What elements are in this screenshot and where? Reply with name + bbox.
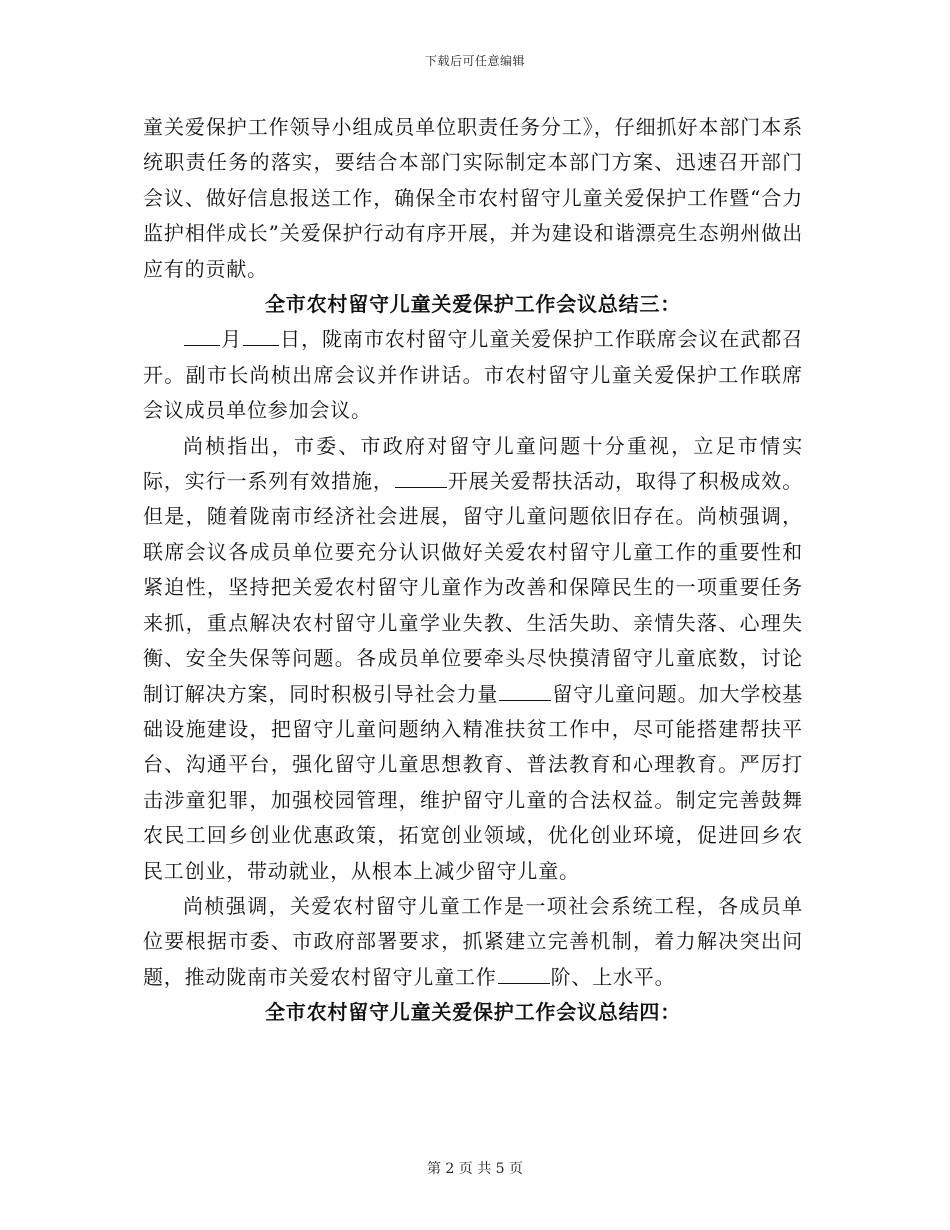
page-number: 第 2 页 共 5 页 [426,1161,524,1177]
text-points-part2: 开展关爱帮扶活动，取得了积极成效。但是，随着陇南市经济社会进展，留守儿童问题依旧存在。尚桢强调，联席会议各成员单位要充分认识做好关爱农村留守儿童工作的重要性和紧迫性，坚持把关爱农村留守儿童作为改善和保障民生的一项重要任务来抓，重点解决农村留守儿童学业失教、生活失助、亲情失落、心理失衡、安全失保等问题。各成员单位要牵头尽快摸清留守儿童底数，讨论制订解决方案，同时积极引导社会力量 [143,469,803,706]
text-points-part1: 尚桢指出，市委、市政府对留守儿童问题十分重视，立足市情实际，实行一系列有效措施， [143,433,803,494]
section-heading-4: 全市农村留守儿童关爱保护工作会议总结四： [265,1000,681,1025]
text-points-part3: 留守儿童问题。加大学校基础设施建设，把留守儿童问题纳入精准扶贫工作中，尽可能搭建帮扶平台、沟通平台，强化留守儿童思想教育、普法教育和心理教育。严厉打击涉童犯罪，加强校园管理，维护留守儿童的合法权益。制定完善鼓舞农民工回乡创业优惠政策，拓宽创业领域，优化创业环境，促进回乡农民工创业，带动就业，从根本上减少留守儿童。 [143,681,803,883]
blank-field-2 [499,682,551,701]
blank-day [243,327,279,346]
document-body [143,110,803,1031]
text-emphasis-part1: 尚桢强调，关爱农村留守儿童工作是一项社会系统工程，各成员单位要根据市委、市政府部署要求，抓紧建立完善机制，着力解决突出问题，推动陇南市关爱农村留守儿童工作 [143,893,803,989]
paragraph-shang-zhen-points [143,429,803,889]
page-header: 下载后可任意编辑 [424,54,525,68]
text-meeting-intro: 日，陇南市农村留守儿童关爱保护工作联席会议在武都召开。副市长尚桢出席会议并作讲话。市农村留守儿童关爱保护工作联席会议成员单位参加会议。 [143,327,803,423]
blank-month [184,327,220,346]
paragraph-meeting-date [143,322,803,428]
text-month: 月 [221,327,243,352]
paragraph-shang-zhen-emphasis [143,889,803,995]
text-emphasis-part2: 阶、上水平。 [550,964,676,989]
paragraph-continued: 童关爱保护工作领导小组成员单位职责任务分工》，仔细抓好本部门本系统职责任务的落实，要结合本部门实际制定本部门方案、迅速召开部门会议、做好信息报送工作，确保全市农村留守儿童关爱保护工作暨“合力监护相伴成长”关爱保护行动有序开展，并为建设和谐漂亮生态朔州做出应有的贡献。 [143,115,803,281]
blank-field-3 [498,965,550,984]
section-heading-3: 全市农村留守儿童关爱保护工作会议总结三： [265,292,681,317]
blank-field-1 [395,469,447,488]
